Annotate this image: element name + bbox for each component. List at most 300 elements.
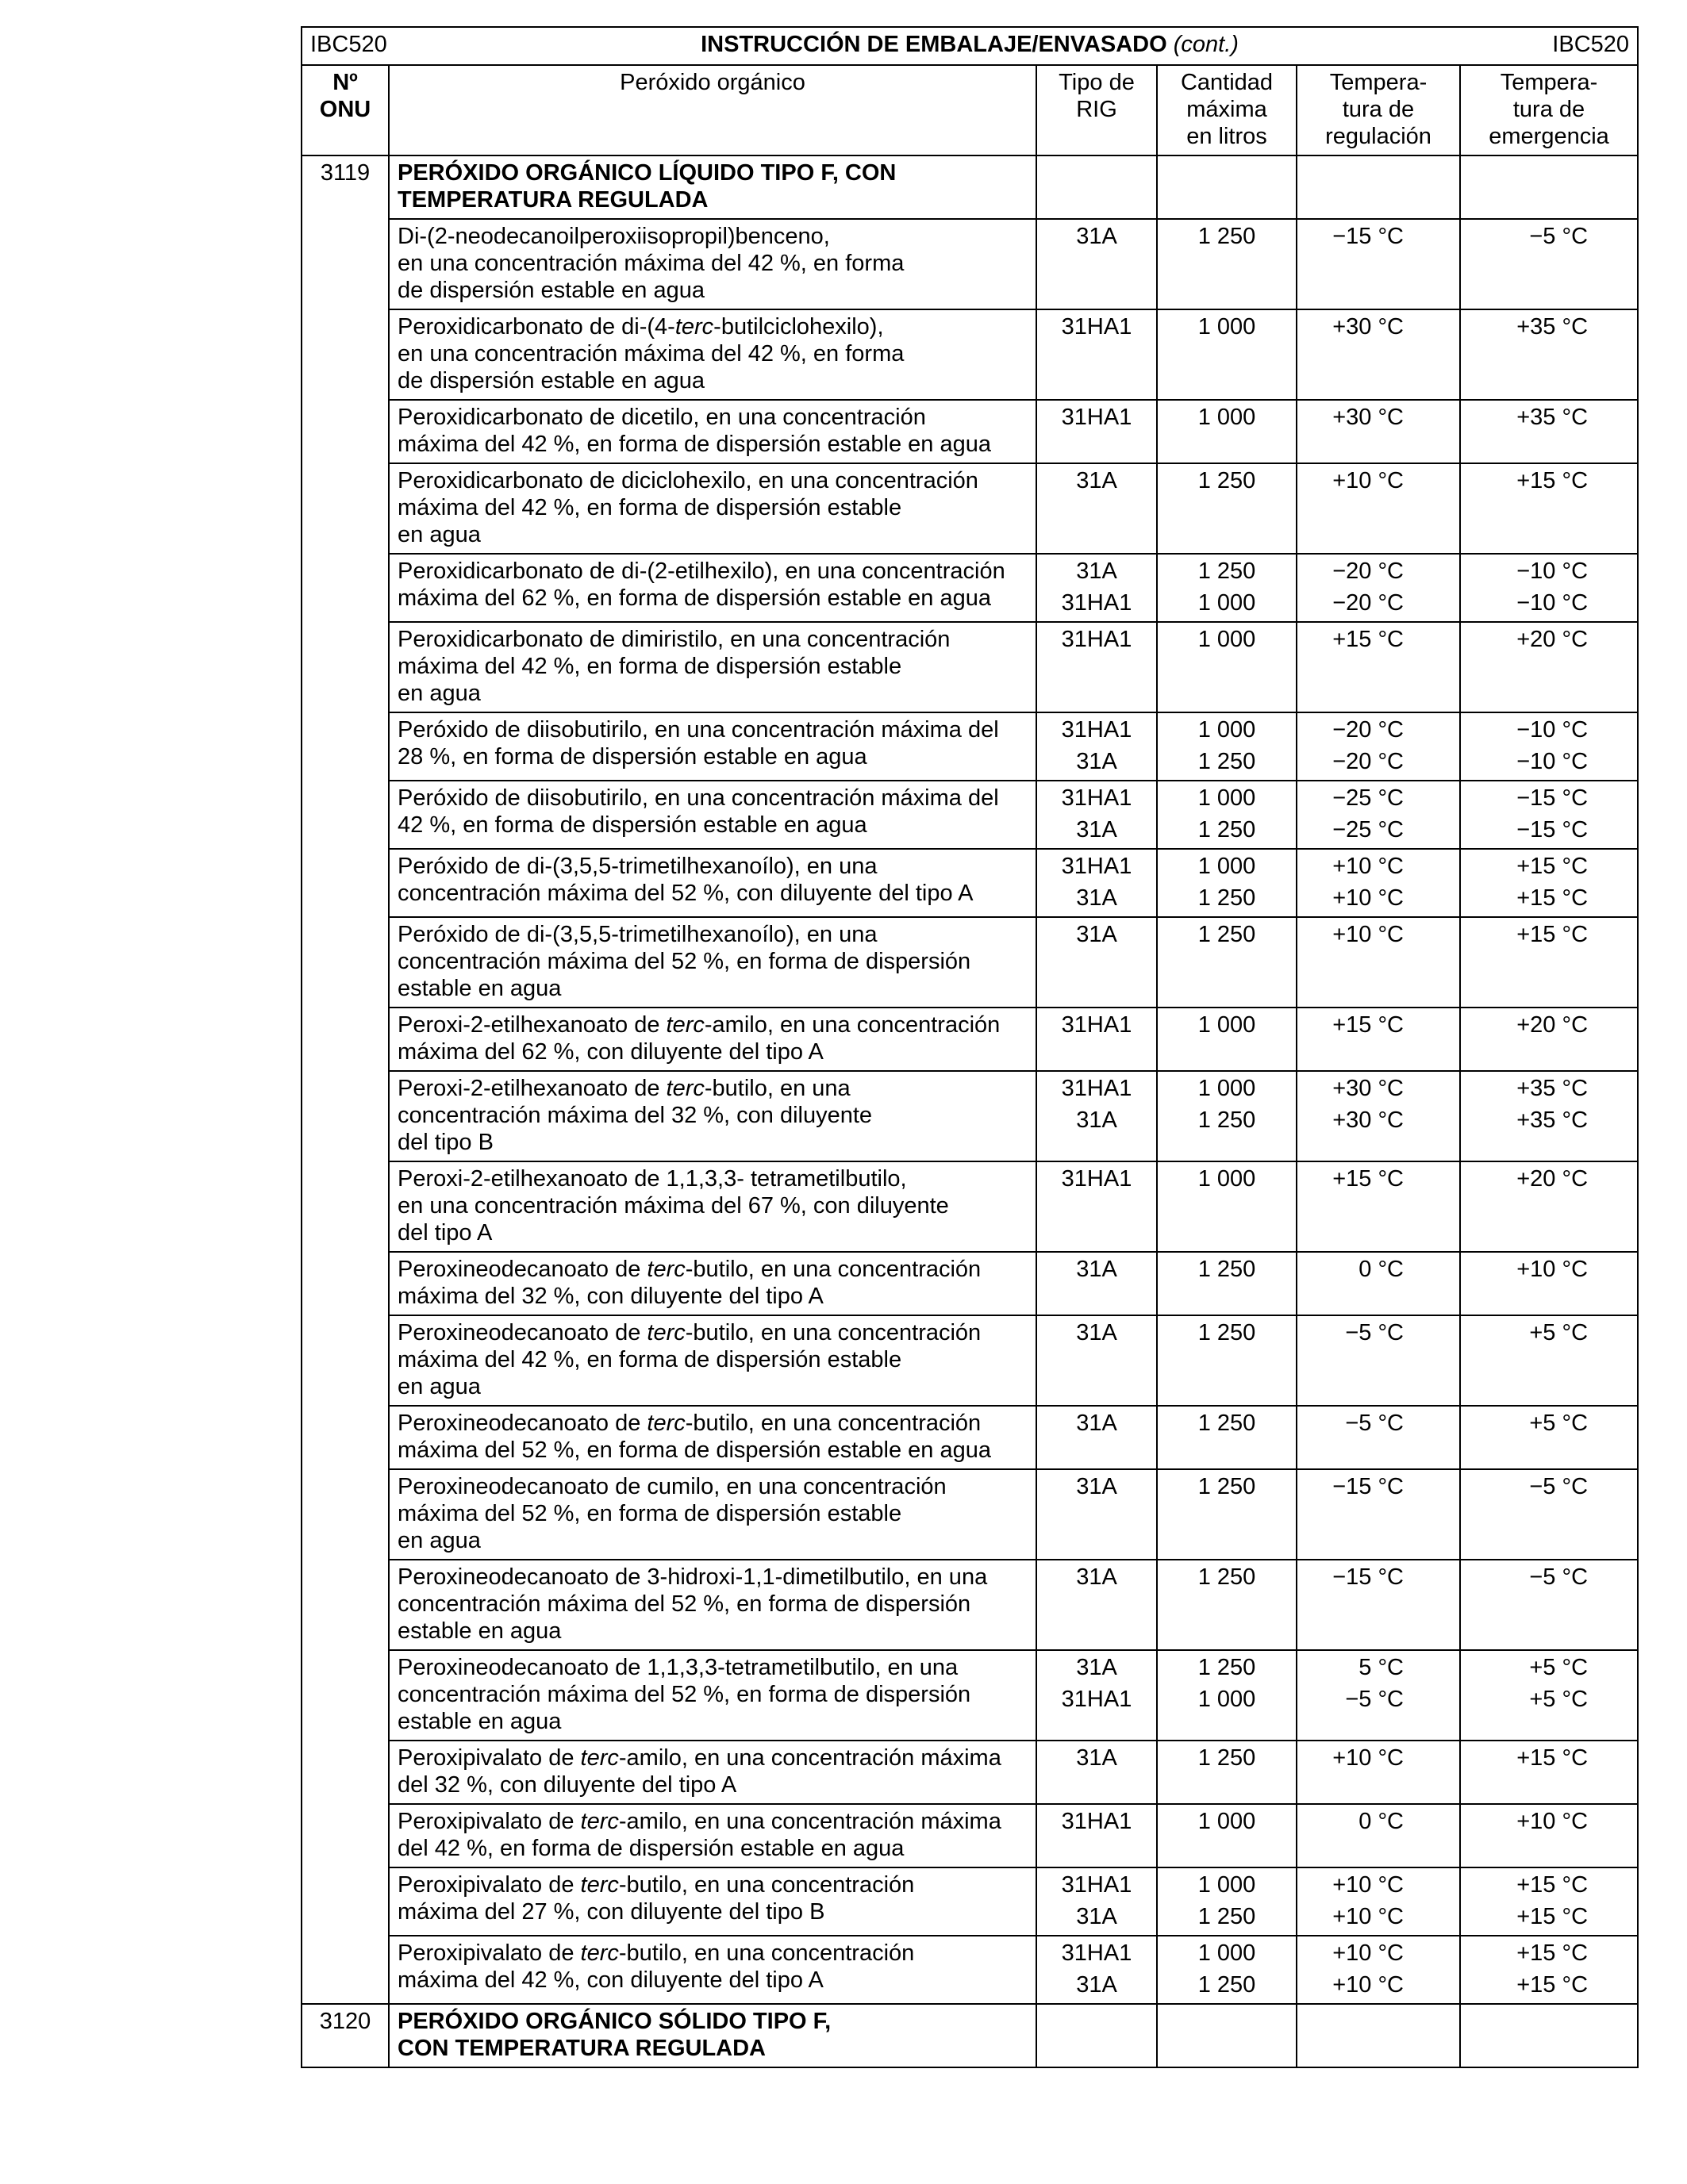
- max-quantity: [1157, 219, 1297, 309]
- emergency-temp: [1460, 1469, 1638, 1560]
- max-quantity: [1157, 849, 1297, 917]
- code-right: IBC520: [1552, 32, 1630, 57]
- quantity-value: 1 000: [1197, 1687, 1256, 1712]
- column-header-row: [302, 65, 1638, 155]
- rig-value: 31A: [1076, 1904, 1117, 1929]
- description-line: del tipo A: [398, 1220, 493, 1246]
- col-peroxide: Peróxido orgánico: [389, 65, 1036, 155]
- peroxide-row: [302, 1469, 1638, 1560]
- peroxide-row: [302, 1315, 1638, 1406]
- temperature-value: −10 °C: [1516, 717, 1589, 743]
- peroxide-description: [389, 849, 1036, 917]
- title-suffix: (cont.): [1173, 32, 1239, 57]
- quantity-value: 1 000: [1197, 627, 1256, 652]
- rig-value: 31A: [1076, 1655, 1117, 1680]
- description-fragment: -butilo, en una: [704, 1076, 851, 1101]
- temperature-value: +15 °C: [1516, 1872, 1589, 1898]
- rig-type: [1036, 1469, 1157, 1560]
- description-line: Peroxineodecanoato de 3-hidroxi-1,1-dimetilbutilo, en una: [398, 1564, 988, 1590]
- emergency-temp: [1460, 1741, 1638, 1804]
- temperature-value: −5 °C: [1345, 1687, 1404, 1712]
- temperature-value: +10 °C: [1332, 1972, 1404, 1998]
- rig-value: 31HA1: [1061, 1166, 1132, 1192]
- rig-value: 31A: [1076, 885, 1117, 911]
- temperature-value: +15 °C: [1516, 885, 1589, 911]
- max-quantity: [1157, 1315, 1297, 1406]
- description-line: del 32 %, con diluyente del tipo A: [398, 1772, 737, 1798]
- peroxide-row: [302, 1161, 1638, 1252]
- regulation-temp: [1297, 219, 1460, 309]
- max-quantity: [1157, 1560, 1297, 1650]
- description-line: concentración máxima del 52 %, en forma de dispersión: [398, 1682, 971, 1707]
- description-line: Peroxineodecanoato de cumilo, en una concentración: [398, 1474, 947, 1499]
- peroxide-row: [302, 849, 1638, 917]
- peroxide-row: [302, 1008, 1638, 1071]
- emergency-temp: [1460, 1315, 1638, 1406]
- col-reg-temp: Tempera- tura de regulación: [1297, 65, 1460, 155]
- temperature-value: +15 °C: [1516, 468, 1589, 493]
- rig-value: 31A: [1076, 1745, 1117, 1771]
- peroxide-row: [302, 1560, 1638, 1650]
- description-line: máxima del 42 %, en forma de dispersión estable: [398, 495, 902, 520]
- rig-value: 31A: [1076, 1107, 1117, 1133]
- rig-type: [1036, 849, 1157, 917]
- temperature-value: −10 °C: [1516, 590, 1589, 616]
- peroxide-description: [389, 1252, 1036, 1315]
- rig-type: [1036, 1650, 1157, 1741]
- peroxide-row: [302, 917, 1638, 1008]
- temperature-value: 5 °C: [1358, 1655, 1404, 1680]
- rig-type: [1036, 1804, 1157, 1867]
- max-quantity: [1157, 917, 1297, 1008]
- regulation-temp: [1297, 622, 1460, 712]
- peroxide-row: [302, 1406, 1638, 1469]
- quantity-value: 1 250: [1197, 1411, 1256, 1436]
- max-quantity: [1157, 1252, 1297, 1315]
- rig-value: 31HA1: [1061, 627, 1132, 652]
- description-line: [398, 1871, 1028, 1898]
- quantity-value: 1 250: [1197, 1904, 1256, 1929]
- rig-type: [1036, 1161, 1157, 1252]
- peroxide-description: [389, 1315, 1036, 1406]
- temperature-value: +15 °C: [1332, 1166, 1404, 1192]
- peroxide-description: [389, 781, 1036, 849]
- temperature-value: +20 °C: [1516, 627, 1589, 652]
- description-line: en agua: [398, 1374, 481, 1399]
- peroxide-description: [389, 917, 1036, 1008]
- description-line: Peróxido de di-(3,5,5-trimetilhexanoílo), en una: [398, 922, 878, 947]
- temperature-value: −15 °C: [1516, 817, 1589, 843]
- max-quantity: [1157, 554, 1297, 622]
- empty-cell: [1460, 155, 1638, 219]
- quantity-value: 1 000: [1197, 717, 1256, 743]
- regulation-temp: [1297, 1867, 1460, 1936]
- temperature-value: +10 °C: [1332, 854, 1404, 879]
- quantity-value: 1 000: [1197, 1872, 1256, 1898]
- description-line: [398, 1940, 1028, 1967]
- description-fragment: Peroxipivalato de: [398, 1809, 581, 1834]
- emergency-temp: [1460, 1071, 1638, 1161]
- description-line: de dispersión estable en agua: [398, 368, 705, 393]
- rig-value: 31HA1: [1061, 717, 1132, 743]
- temperature-value: −20 °C: [1332, 558, 1404, 584]
- peroxide-description: [389, 1406, 1036, 1469]
- rig-value: 31HA1: [1061, 1012, 1132, 1038]
- peroxide-description: [389, 1560, 1036, 1650]
- quantity-value: 1 250: [1197, 922, 1256, 947]
- temperature-value: +5 °C: [1529, 1411, 1589, 1436]
- description-line: [398, 1745, 1028, 1771]
- peroxide-row: [302, 463, 1638, 554]
- description-line: estable en agua: [398, 1709, 562, 1734]
- temperature-value: +30 °C: [1332, 405, 1404, 430]
- peroxide-row: [302, 1252, 1638, 1315]
- description-line: Peroxi-2-etilhexanoato de 1,1,3,3- tetrametilbutilo,: [398, 1166, 907, 1192]
- max-quantity: [1157, 400, 1297, 463]
- emergency-temp: [1460, 1804, 1638, 1867]
- peroxide-description: [389, 1469, 1036, 1560]
- empty-cell: [1157, 155, 1297, 219]
- rig-value: 31HA1: [1061, 785, 1132, 811]
- temperature-value: −20 °C: [1332, 717, 1404, 743]
- temperature-value: +20 °C: [1516, 1166, 1589, 1192]
- max-quantity: [1157, 1161, 1297, 1252]
- rig-value: 31A: [1076, 1257, 1117, 1282]
- temperature-value: −15 °C: [1332, 224, 1404, 249]
- empty-cell: [1036, 2004, 1157, 2067]
- max-quantity: [1157, 1071, 1297, 1161]
- temperature-value: +35 °C: [1516, 405, 1589, 430]
- description-line: 42 %, en forma de dispersión estable en agua: [398, 812, 867, 838]
- description-line: máxima del 42 %, en forma de dispersión estable: [398, 1347, 902, 1372]
- quantity-value: 1 000: [1197, 1166, 1256, 1192]
- temperature-value: 0 °C: [1358, 1257, 1404, 1282]
- emergency-temp: [1460, 781, 1638, 849]
- group-heading-line: PERÓXIDO ORGÁNICO LÍQUIDO TIPO F, CON: [398, 160, 897, 186]
- rig-value: 31HA1: [1061, 1809, 1132, 1834]
- emergency-temp: [1460, 463, 1638, 554]
- rig-type: [1036, 1315, 1157, 1406]
- description-line: 28 %, en forma de dispersión estable en agua: [398, 744, 867, 770]
- description-line: máxima del 52 %, en forma de dispersión estable: [398, 1501, 902, 1526]
- emergency-temp: [1460, 1406, 1638, 1469]
- emergency-temp: [1460, 712, 1638, 781]
- un-number: 3120: [302, 2004, 389, 2067]
- code-left: IBC520: [310, 32, 387, 57]
- emergency-temp: [1460, 917, 1638, 1008]
- description-fragment: Peroxidicarbonato de di-(4-: [398, 314, 675, 340]
- description-line: concentración máxima del 52 %, con diluyente del tipo A: [398, 881, 974, 906]
- rig-value: 31HA1: [1061, 854, 1132, 879]
- quantity-value: 1 000: [1197, 1940, 1256, 1966]
- peroxide-description: [389, 1650, 1036, 1741]
- quantity-value: 1 250: [1197, 1257, 1256, 1282]
- empty-cell: [1460, 2004, 1638, 2067]
- temperature-value: +20 °C: [1516, 1012, 1589, 1038]
- description-line: en una concentración máxima del 67 %, con diluyente: [398, 1193, 949, 1219]
- temperature-value: −15 °C: [1332, 1474, 1404, 1499]
- peroxide-row: [302, 219, 1638, 309]
- description-line: máxima del 42 %, con diluyente del tipo A: [398, 1967, 824, 1993]
- description-fragment: -butilo, en una concentración: [618, 1940, 915, 1966]
- peroxide-description: [389, 622, 1036, 712]
- description-line: Peroxineodecanoato de 1,1,3,3-tetrametilbutilo, en una: [398, 1655, 959, 1680]
- peroxide-row: [302, 622, 1638, 712]
- quantity-value: 1 250: [1197, 885, 1256, 911]
- italic-term: terc: [580, 1809, 619, 1834]
- regulation-temp: [1297, 463, 1460, 554]
- quantity-value: 1 000: [1197, 854, 1256, 879]
- description-fragment: -amilo, en una concentración máxima: [618, 1745, 1001, 1771]
- regulation-temp: [1297, 309, 1460, 400]
- rig-value: 31HA1: [1061, 314, 1132, 340]
- description-fragment: Peroxipivalato de: [398, 1940, 581, 1966]
- italic-term: terc: [647, 1320, 686, 1345]
- col-rig: Tipo de RIG: [1036, 65, 1157, 155]
- quantity-value: 1 250: [1197, 1474, 1256, 1499]
- peroxide-row: [302, 1071, 1638, 1161]
- temperature-value: +35 °C: [1516, 1107, 1589, 1133]
- max-quantity: [1157, 1650, 1297, 1741]
- rig-type: [1036, 400, 1157, 463]
- emergency-temp: [1460, 1252, 1638, 1315]
- peroxide-description: [389, 463, 1036, 554]
- temperature-value: +15 °C: [1332, 1012, 1404, 1038]
- emergency-temp: [1460, 1936, 1638, 2004]
- description-line: [398, 1011, 1028, 1038]
- description-line: máxima del 27 %, con diluyente del tipo B: [398, 1899, 825, 1925]
- italic-term: terc: [674, 314, 714, 340]
- quantity-value: 1 000: [1197, 1012, 1256, 1038]
- temperature-value: +10 °C: [1332, 922, 1404, 947]
- regulation-temp: [1297, 781, 1460, 849]
- peroxide-description: [389, 1008, 1036, 1071]
- rig-value: 31HA1: [1061, 1872, 1132, 1898]
- regulation-temp: [1297, 712, 1460, 781]
- group-heading: [389, 155, 1036, 219]
- rig-value: 31A: [1076, 1320, 1117, 1345]
- rig-value: 31HA1: [1061, 590, 1132, 616]
- temperature-value: +10 °C: [1332, 468, 1404, 493]
- max-quantity: [1157, 712, 1297, 781]
- quantity-value: 1 250: [1197, 1745, 1256, 1771]
- temperature-value: −20 °C: [1332, 749, 1404, 774]
- emergency-temp: [1460, 1161, 1638, 1252]
- description-line: Peróxido de diisobutirilo, en una concentración máxima del: [398, 785, 999, 811]
- regulation-temp: [1297, 1315, 1460, 1406]
- rig-type: [1036, 1560, 1157, 1650]
- max-quantity: [1157, 1741, 1297, 1804]
- regulation-temp: [1297, 1804, 1460, 1867]
- italic-term: terc: [647, 1257, 686, 1282]
- temperature-value: −20 °C: [1332, 590, 1404, 616]
- temperature-value: +15 °C: [1516, 1904, 1589, 1929]
- description-line: máxima del 32 %, con diluyente del tipo A: [398, 1284, 824, 1309]
- temperature-value: +15 °C: [1516, 854, 1589, 879]
- description-fragment: Peroxineodecanoato de: [398, 1257, 648, 1282]
- empty-cell: [1297, 2004, 1460, 2067]
- description-fragment: Peroxipivalato de: [398, 1872, 581, 1898]
- description-line: Peroxidicarbonato de dimiristilo, en una concentración: [398, 627, 951, 652]
- max-quantity: [1157, 1936, 1297, 2004]
- quantity-value: 1 250: [1197, 817, 1256, 843]
- temperature-value: −5 °C: [1529, 1564, 1589, 1590]
- italic-term: terc: [580, 1940, 619, 1966]
- col-qty: Cantidad máxima en litros: [1157, 65, 1297, 155]
- regulation-temp: [1297, 1406, 1460, 1469]
- italic-term: terc: [666, 1012, 705, 1038]
- peroxide-row: [302, 712, 1638, 781]
- empty-cell: [1157, 2004, 1297, 2067]
- un-number: 3119: [302, 155, 389, 2004]
- description-line: estable en agua: [398, 976, 562, 1001]
- temperature-value: +15 °C: [1516, 1745, 1589, 1771]
- max-quantity: [1157, 463, 1297, 554]
- temperature-value: +10 °C: [1332, 1745, 1404, 1771]
- temperature-value: +10 °C: [1332, 1940, 1404, 1966]
- rig-type: [1036, 712, 1157, 781]
- temperature-value: +15 °C: [1332, 627, 1404, 652]
- temperature-value: 0 °C: [1358, 1809, 1404, 1834]
- description-fragment: -butilciclohexilo),: [713, 314, 884, 340]
- description-line: [398, 1256, 1028, 1283]
- regulation-temp: [1297, 1161, 1460, 1252]
- rig-type: [1036, 622, 1157, 712]
- temperature-value: +10 °C: [1332, 885, 1404, 911]
- temperature-value: −5 °C: [1529, 224, 1589, 249]
- description-line: Peróxido de di-(3,5,5-trimetilhexanoílo), en una: [398, 854, 878, 879]
- temperature-value: +10 °C: [1516, 1257, 1589, 1282]
- table-title: INSTRUCCIÓN DE EMBALAJE/ENVASADO (cont.): [701, 32, 1239, 57]
- peroxide-description: [389, 1161, 1036, 1252]
- description-fragment: Peroxi-2-etilhexanoato de: [398, 1076, 667, 1101]
- quantity-value: 1 000: [1197, 590, 1256, 616]
- temperature-value: +5 °C: [1529, 1687, 1589, 1712]
- peroxide-description: [389, 1804, 1036, 1867]
- emergency-temp: [1460, 1650, 1638, 1741]
- rig-type: [1036, 1867, 1157, 1936]
- rig-value: 31A: [1076, 1972, 1117, 1998]
- description-line: [398, 313, 1028, 340]
- temperature-value: +10 °C: [1332, 1872, 1404, 1898]
- description-line: [398, 1319, 1028, 1346]
- emergency-temp: [1460, 554, 1638, 622]
- peroxide-row: [302, 400, 1638, 463]
- rig-value: 31HA1: [1061, 405, 1132, 430]
- italic-term: terc: [647, 1411, 686, 1436]
- group-heading-row: [302, 155, 1638, 219]
- description-line: estable en agua: [398, 1618, 562, 1644]
- peroxide-description: [389, 1867, 1036, 1936]
- group-heading-line: CON TEMPERATURA REGULADA: [398, 2036, 766, 2061]
- peroxide-description: [389, 1936, 1036, 2004]
- quantity-value: 1 250: [1197, 749, 1256, 774]
- rig-type: [1036, 1936, 1157, 2004]
- emergency-temp: [1460, 1008, 1638, 1071]
- regulation-temp: [1297, 554, 1460, 622]
- description-line: en agua: [398, 681, 481, 706]
- description-line: máxima del 42 %, en forma de dispersión estable: [398, 654, 902, 679]
- temperature-value: +30 °C: [1332, 314, 1404, 340]
- temperature-value: +10 °C: [1516, 1809, 1589, 1834]
- max-quantity: [1157, 1804, 1297, 1867]
- peroxide-description: [389, 712, 1036, 781]
- quantity-value: 1 250: [1197, 558, 1256, 584]
- rig-value: 31A: [1076, 224, 1117, 249]
- temperature-value: −10 °C: [1516, 558, 1589, 584]
- title-row: [302, 27, 1638, 65]
- peroxide-row: [302, 781, 1638, 849]
- quantity-value: 1 250: [1197, 468, 1256, 493]
- regulation-temp: [1297, 1560, 1460, 1650]
- quantity-value: 1 000: [1197, 1076, 1256, 1101]
- quantity-value: 1 250: [1197, 1655, 1256, 1680]
- temperature-value: +10 °C: [1332, 1904, 1404, 1929]
- max-quantity: [1157, 622, 1297, 712]
- quantity-value: 1 000: [1197, 314, 1256, 340]
- description-fragment: -butilo, en una concentración: [685, 1257, 982, 1282]
- rig-value: 31A: [1076, 817, 1117, 843]
- temperature-value: −25 °C: [1332, 817, 1404, 843]
- peroxide-description: [389, 309, 1036, 400]
- emergency-temp: [1460, 1867, 1638, 1936]
- description-line: Peroxidicarbonato de diciclohexilo, en una concentración: [398, 468, 978, 493]
- peroxide-row: [302, 1741, 1638, 1804]
- temperature-value: +5 °C: [1529, 1655, 1589, 1680]
- temperature-value: +15 °C: [1516, 1972, 1589, 1998]
- description-line: en una concentración máxima del 42 %, en forma: [398, 251, 905, 276]
- description-fragment: -butilo, en una concentración: [685, 1411, 982, 1436]
- regulation-temp: [1297, 1008, 1460, 1071]
- peroxide-row: [302, 1650, 1638, 1741]
- max-quantity: [1157, 1469, 1297, 1560]
- regulation-temp: [1297, 1650, 1460, 1741]
- description-fragment: Peroxipivalato de: [398, 1745, 581, 1771]
- description-line: [398, 1075, 1028, 1102]
- temperature-value: −5 °C: [1345, 1411, 1404, 1436]
- peroxide-description: [389, 219, 1036, 309]
- description-line: de dispersión estable en agua: [398, 278, 705, 303]
- description-line: en agua: [398, 522, 481, 547]
- temperature-value: −15 °C: [1332, 1564, 1404, 1590]
- description-line: concentración máxima del 52 %, en forma de dispersión: [398, 949, 971, 974]
- description-line: Peroxidicarbonato de dicetilo, en una concentración: [398, 405, 926, 430]
- description-line: Peroxidicarbonato de di-(2-etilhexilo), en una concentración: [398, 558, 1005, 584]
- description-line: máxima del 62 %, en forma de dispersión estable en agua: [398, 585, 991, 611]
- description-line: concentración máxima del 52 %, en forma de dispersión: [398, 1591, 971, 1617]
- italic-term: terc: [666, 1076, 705, 1101]
- emergency-temp: [1460, 309, 1638, 400]
- rig-value: 31A: [1076, 922, 1117, 947]
- quantity-value: 1 250: [1197, 1564, 1256, 1590]
- description-fragment: -amilo, en una concentración: [704, 1012, 1001, 1038]
- peroxide-description: [389, 554, 1036, 622]
- regulation-temp: [1297, 917, 1460, 1008]
- emergency-temp: [1460, 622, 1638, 712]
- rig-type: [1036, 219, 1157, 309]
- peroxide-row: [302, 1867, 1638, 1936]
- temperature-value: −5 °C: [1345, 1320, 1404, 1345]
- group-heading-line: TEMPERATURA REGULADA: [398, 187, 709, 213]
- max-quantity: [1157, 1406, 1297, 1469]
- temperature-value: +35 °C: [1516, 1076, 1589, 1101]
- description-line: máxima del 42 %, en forma de dispersión estable en agua: [398, 432, 991, 457]
- rig-value: 31A: [1076, 558, 1117, 584]
- rig-type: [1036, 1406, 1157, 1469]
- temperature-value: +15 °C: [1516, 922, 1589, 947]
- regulation-temp: [1297, 1469, 1460, 1560]
- description-line: Peróxido de diisobutirilo, en una concentración máxima del: [398, 717, 999, 743]
